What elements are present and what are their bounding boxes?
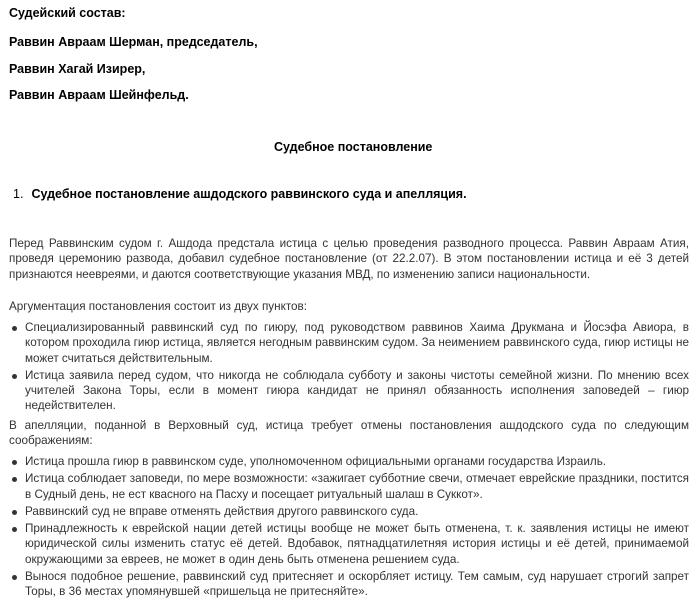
list-item: Раввинский суд не вправе отменять действия другого раввинского суда. xyxy=(9,504,689,519)
list-item: Принадлежность к еврейской нации детей истицы вообще не может быть отменена, т. к. заявления истицы не имеют юридической силы изменить статус её детей. Вдобавок, пятнадцатилетняя история истицы и её детей, принимаемой окружающими за евреев, не может в один день быть отменена решением суда. xyxy=(9,521,689,567)
judge-2: Раввин Хагай Изирер, xyxy=(9,62,146,76)
section-heading xyxy=(13,187,467,202)
argument-intro: Аргументация постановления состоит из двух пунктов: xyxy=(9,300,308,313)
judge-3: Раввин Авраам Шейнфельд. xyxy=(9,88,189,102)
section-number: 1. xyxy=(13,187,24,201)
bullet-icon xyxy=(12,510,17,515)
appeal-list xyxy=(9,454,689,602)
list-item: Истица заявила перед судом, что никогда не соблюдала субботу и законы чистоты семейной жизни. По мнению всех учителей Закона Торы, если в момент гиюра кандидат не принял обязанность исполнения заповедей – гиюр недействителен. xyxy=(9,368,689,414)
argument-list xyxy=(9,320,689,416)
bullet-icon xyxy=(12,575,17,580)
ruling-title: Судебное постановление xyxy=(274,140,433,154)
intro-paragraph: Перед Раввинским судом г. Ашдода предстала истица с целью проведения разводного процесса. Раввин Авраам Атия, проведя церемонию развода, добавил судебное постановление (от 22.2.07). В этом постановлении истица и её 3 детей признаются неевреями, и даются соответствующие указания МВД, по изменению записи национальности. xyxy=(9,237,689,281)
bullet-icon xyxy=(12,527,17,532)
judge-1: Раввин Авраам Шерман, председатель, xyxy=(9,35,258,49)
judges-title: Судейский состав: xyxy=(9,6,126,20)
bullet-icon xyxy=(12,326,17,331)
list-item: Специализированный раввинский суд по гиюру, под руководством раввинов Хаима Друкмана и Йосэфа Авиора, в котором проходила гиюр истица, является негодным раввинским судом. За неимением раввинского суда, гиюр истицы не может считаться действительным. xyxy=(9,320,689,366)
bullet-icon xyxy=(12,460,17,465)
list-item: Вынося подобное решение, раввинский суд притесняет и оскорбляет истицу. Тем самым, суд нарушает строгий запрет Торы, в 36 местах упомянувшей «пришельца не притесняйте». xyxy=(9,569,689,600)
list-item: Истица прошла гиюр в раввинском суде, уполномоченном официальными органами государства Израиль. xyxy=(9,454,689,469)
appeal-intro: В апелляции, поданной в Верховный суд, истица требует отмены постановления ашдодского суда по следующим соображениям: xyxy=(9,419,689,448)
section-title: Судебное постановление ашдодского раввинского суда и апелляция. xyxy=(31,187,467,201)
bullet-icon xyxy=(12,477,17,482)
bullet-icon xyxy=(12,374,17,379)
list-item: Истица соблюдает заповеди, по мере возможности: «зажигает субботние свечи, отмечает еврейские праздники, постится в Судный день, не ест квасного на Пасху и посещает ритуальный шалаш в Суккот». xyxy=(9,471,689,502)
